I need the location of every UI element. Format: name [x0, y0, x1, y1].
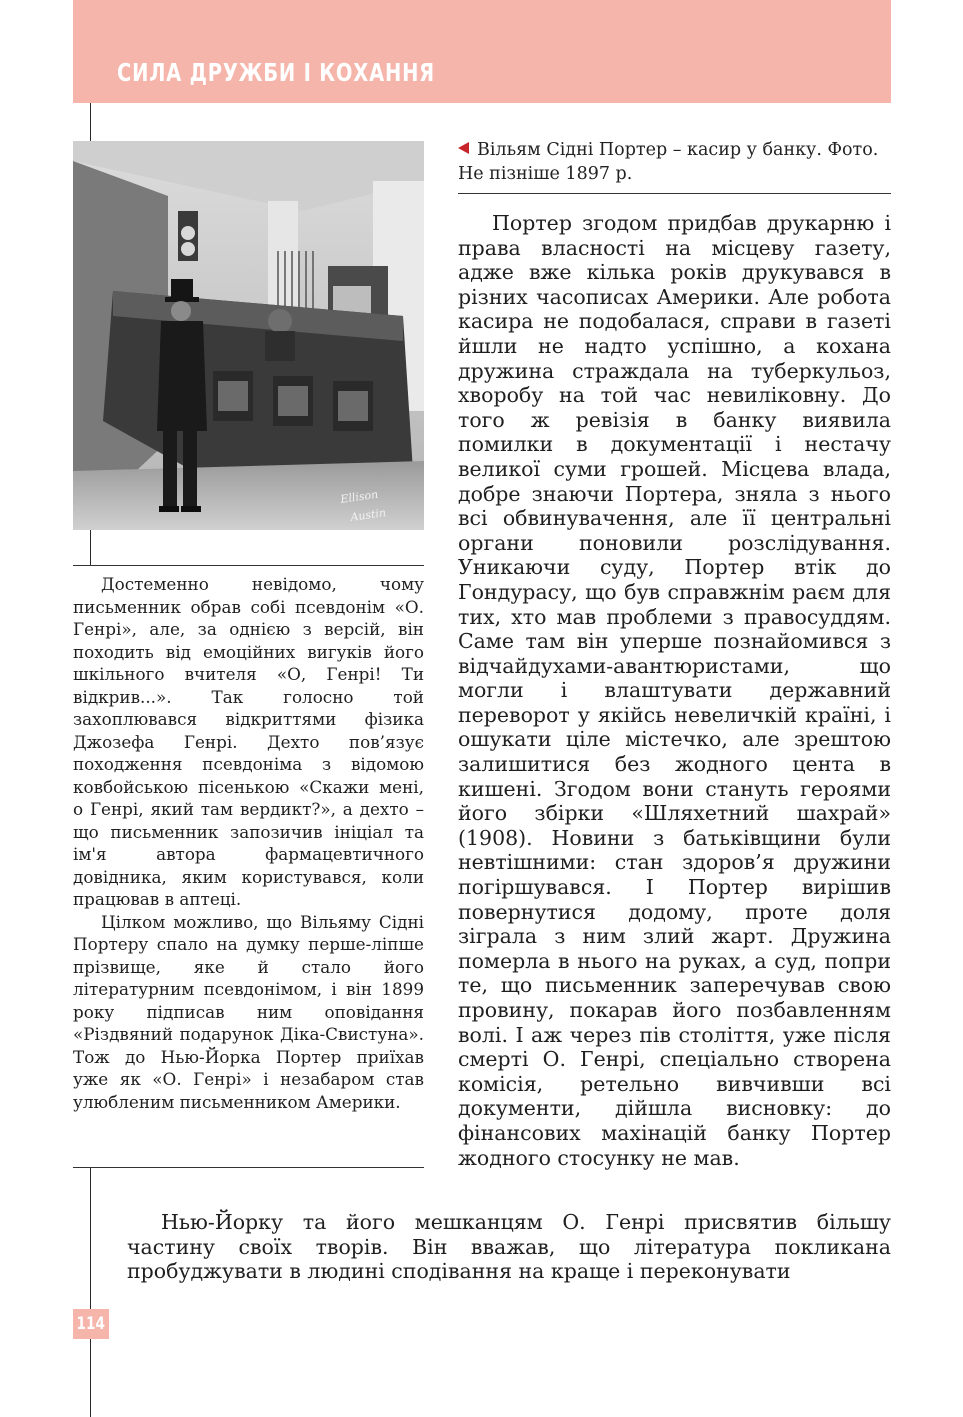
caption-arrow-icon	[458, 142, 469, 154]
main-paragraph: Портер згодом придбав друкарню і права власності на місцеву газету, адже вже кілька років друкувався в різних часописах Америки. Але робота касира не подобалася, справи в газеті йшли не надто успішно, а кохана дружина страждала на туберкульоз, хворобу на той час невиліковну. До того ж ревізія в банку виявила помилки в документації і нестачу великої суми грошей. Місцева влада, добре знаючи Портера, зняла з нього всі обвинувачення, але її центральні органи поновили розслідування. Уникаючи суду, Портер втік до Гондурасу, що був справжнім раєм для тих, хто мав проблеми з правосуддям. Саме там він уперше познайомився з відчайдухами-авантюристами, що могли і влаштувати державний переворот у якійсь невеличкій країні, і ошукати ціле містечко, але зрештою залишитися без жодного цента в кишені. Згодом вони стануть героями його збірки «Шляхетний шахрай» (1908). Новини з батьківщини були невтішними: стан здоров’я дружини погіршувався. І Портер вирішив повернутися додому, проте доля зіграла з ним злий жарт. Дружина померла в нього на руках, а суд, попри те, що письменник заперечував свою провину, покарав його позбавленням волі. І аж через пів століття, уже після смерті О. Генрі, спеціально створена комісія, ретельно вивчивши всі документи, дійшла висновку: до фінансових махінацій банку Портер жодного стосунку не мав.	[458, 211, 891, 1170]
sidebar-note	[73, 573, 424, 1113]
margin-line	[90, 1167, 91, 1309]
margin-line	[90, 103, 91, 141]
margin-line	[90, 530, 91, 565]
caption-text: Вільям Сідні Портер – касир у банку. Фото. Не пізніше 1897 р.	[458, 140, 879, 184]
divider	[458, 193, 891, 194]
photo-caption	[458, 138, 898, 186]
divider	[73, 565, 424, 566]
sidebar-paragraph: Цілком можливо, що Вільяму Сідні Портеру спало на думку перше-ліпше прізвище, яке й стало його літературним псевдонімом, і він 1899 року підписав ним оповідання «Різдвяний подарунок Діка-Свистуна». Тож до Нью-Йорка Портер приїхав уже як «О. Генрі» і незабаром став улюбленим письменником Америки.	[73, 911, 424, 1112]
margin-line	[90, 1339, 91, 1417]
photo-inscription: Ellison	[339, 487, 379, 506]
section-title: СИЛА ДРУЖБИ І КОХАННЯ	[117, 58, 435, 87]
header-band	[73, 0, 891, 103]
sidebar-paragraph: Достеменно невідомо, чому письменник обрав собі псевдонім «О. Генрі», але, за однією з версій, він походить від емоційних вигуків його шкільного вчителя «О, Генрі! Ти відкрив...». Так голосно той захоплювався відкриттями фізика Джозефа Генрі. Дехто пов’язує походження псевдоніма з відомою ковбойською пісенькою «Скажи мені, о Генрі, який там вердикт?», а дехто – що письменник запозичив ініціал та ім'я автора фармацевтичного довідника, яким користувався, коли працював в аптеці.	[73, 574, 424, 909]
main-column	[458, 211, 891, 1170]
photo-inscription: Austin	[349, 506, 387, 524]
body-text	[127, 1210, 891, 1284]
bank-interior-photo	[73, 141, 424, 530]
divider	[73, 1167, 424, 1168]
body-paragraph: Нью-Йорку та його мешканцям О. Генрі присвятив більшу частину своїх творів. Він вважав, що література покликана пробуджувати в людині сподівання на краще і переконувати	[127, 1210, 891, 1284]
page-number	[73, 1309, 109, 1339]
page-number-label: 114	[76, 1314, 106, 1334]
